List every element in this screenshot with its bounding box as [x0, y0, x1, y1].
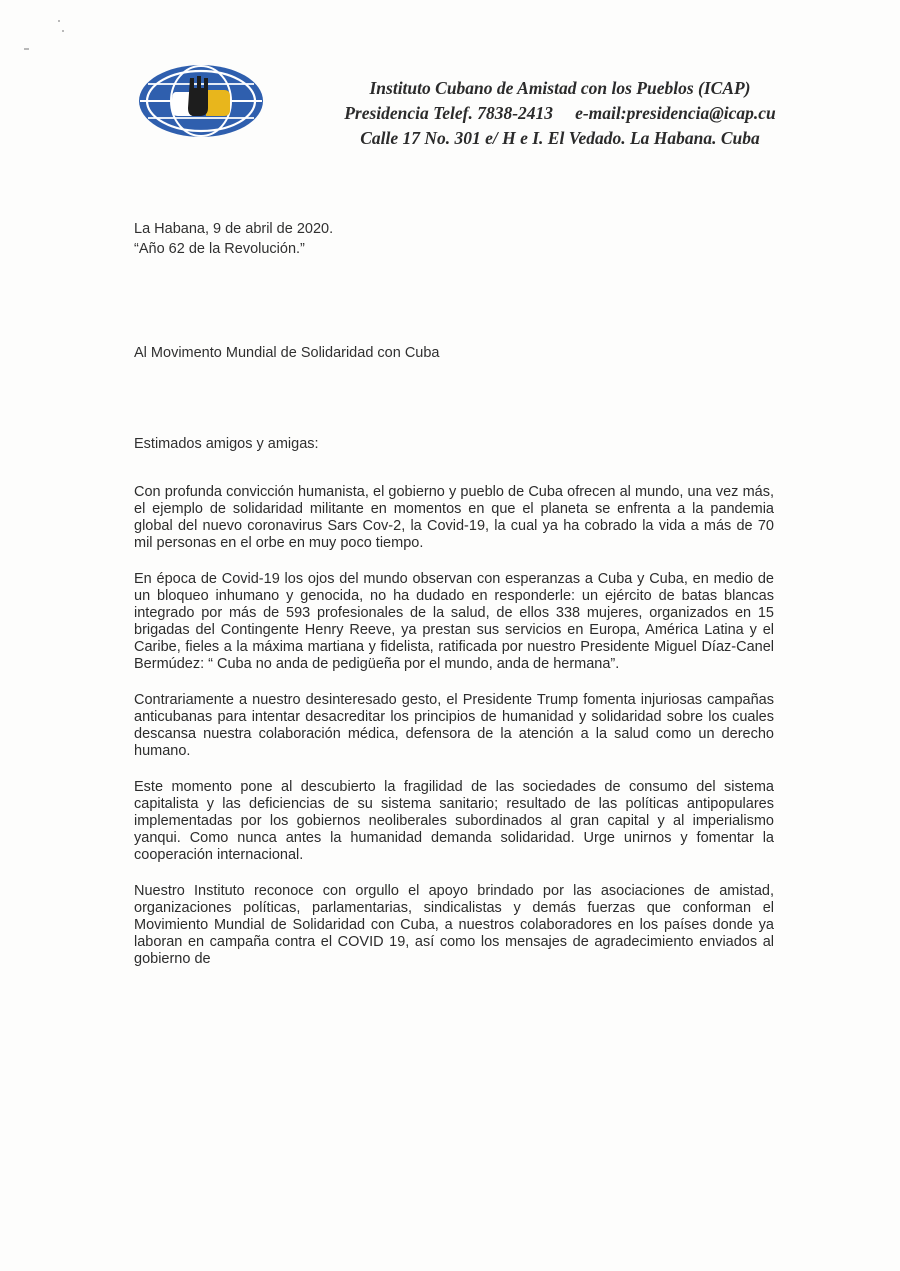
- address-line: Calle 17 No. 301 e/ H e I. El Vedado. La Habana. Cuba: [360, 128, 760, 148]
- scan-speck: [62, 30, 64, 32]
- contact-line: [280, 101, 840, 126]
- letter-body: [134, 484, 774, 987]
- letterhead: [280, 76, 840, 151]
- scan-speck: [58, 20, 60, 22]
- year-motto: “Año 62 de la Revolución.”: [134, 241, 305, 257]
- letter-date: [134, 219, 333, 259]
- scan-speck: [24, 48, 29, 50]
- paragraph: Con profunda convicción humanista, el gobierno y pueblo de Cuba ofrecen al mundo, una vez más, el ejemplo de solidaridad militante en momentos en que el planeta se enfrenta a la pandemia global del nuevo coronavirus Sars Cov-2, la Covid-19, la cual ya ha cobrado la vida a más de 70 mil personas en el orbe en muy poco tiempo.: [134, 484, 774, 551]
- institution-name: Instituto Cubano de Amistad con los Pueblos (ICAP): [369, 78, 751, 98]
- paragraph: Nuestro Instituto reconoce con orgullo el apoyo brindado por las asociaciones de amistad, organizaciones políticas, parlamentarias, sindicalistas y demás fuerzas que conforman el Movimiento Mundial de Solidaridad con Cuba, a nuestros colaboradores en los países donde ya laboran en campaña contra el COVID 19, así como los mensajes de agradecimiento enviados al gobierno de: [134, 883, 774, 967]
- paragraph: Contrariamente a nuestro desinteresado gesto, el Presidente Trump fomenta injuriosas campañas anticubanas para intentar desacreditar los principios de humanidad y solidaridad sobre los cuales descansa nuestra colaboración médica, defensora de la atención a la salud como un derecho humano.: [134, 692, 774, 759]
- presidency-email: e-mail:presidencia@icap.cu: [575, 103, 776, 123]
- paragraph: Este momento pone al descubierto la fragilidad de las sociedades de consumo del sistema capitalista y las deficiencias de su sistema sanitario; resultado de las políticas antipopulares implementadas por los gobiernos neoliberales subordinados al gran capital y al imperialismo yanqui. Como nunca antes la humanidad demanda solidaridad. Urge unirnos y fomentar la cooperación internacional.: [134, 779, 774, 863]
- date-line: La Habana, 9 de abril de 2020.: [134, 221, 334, 237]
- icap-logo-icon: [136, 62, 266, 140]
- presidency-phone: Presidencia Telef. 7838-2413: [344, 103, 554, 123]
- paragraph: En época de Covid-19 los ojos del mundo observan con esperanzas a Cuba y Cuba, en medio de un bloqueo inhumano y genocida, no ha dudado en responderle: un ejército de batas blancas integrado por más de 593 profesionales de la salud, de ellos 338 mujeres, organizados en 15 brigadas del Contingente Henry Reeve, ya prestan sus servicios en Europa, América Latina y el Caribe, fieles a la máxima martiana y fidelista, ratificada por nuestro Presidente Miguel Díaz-Canel Bermúdez: “ Cuba no anda de pedigüeña por el mundo, anda de hermana”.: [134, 571, 774, 672]
- addressee: Al Movimento Mundial de Solidaridad con Cuba: [134, 345, 440, 361]
- salutation: Estimados amigos y amigas:: [134, 436, 319, 452]
